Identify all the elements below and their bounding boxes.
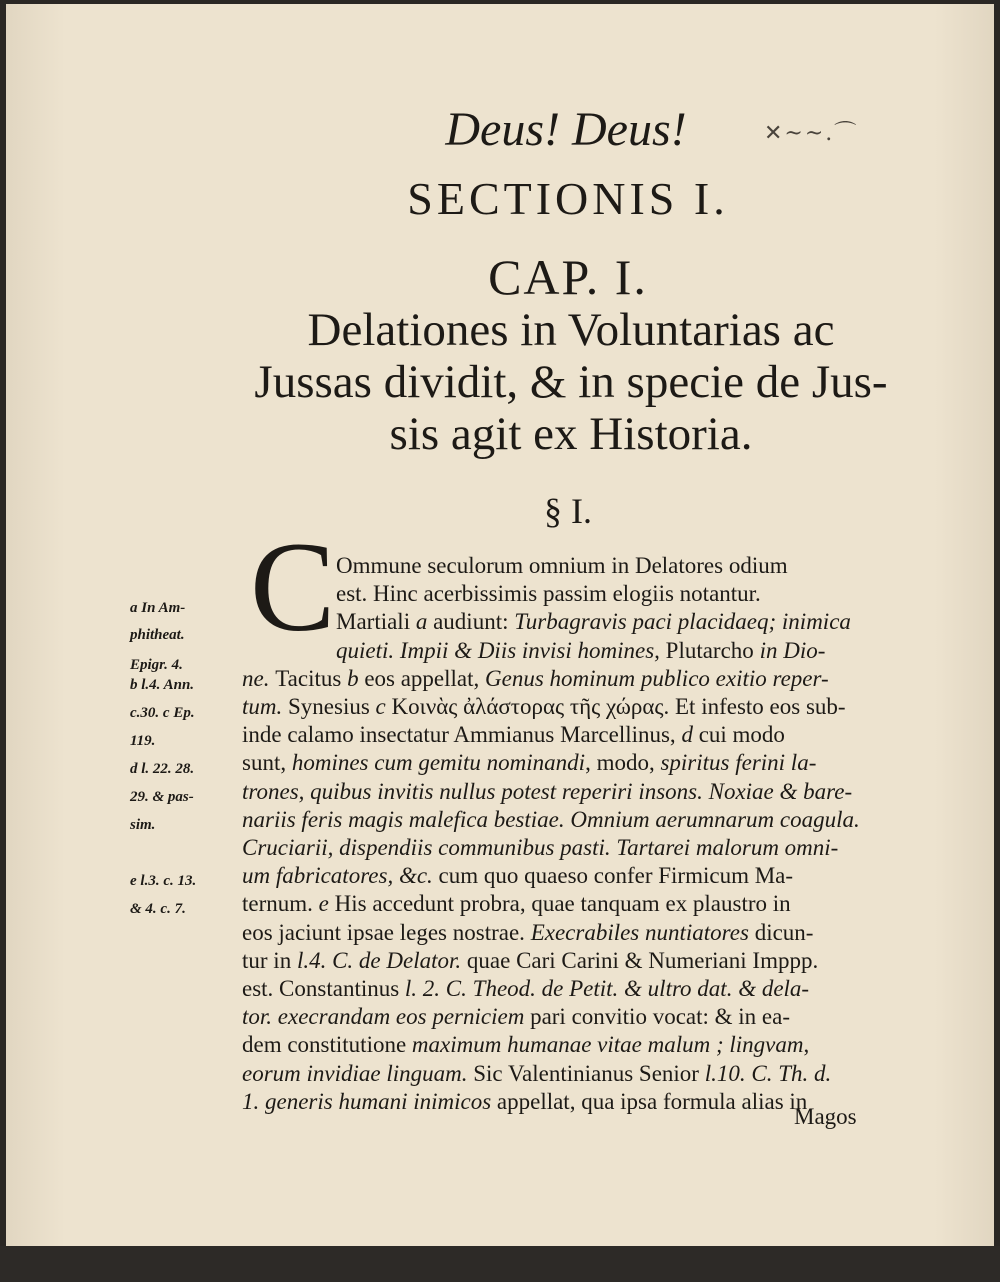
margin-note: & 4. c. 7. (130, 901, 186, 917)
roman-text: Synesius (288, 694, 376, 719)
roman-text: Tacitus (275, 665, 348, 691)
chapter-title (236, 304, 906, 460)
roman-text: appellat, qua ipsa formula alias in (491, 1088, 808, 1114)
roman-text: , modo, (585, 750, 661, 776)
italic-text: Cruciarii, dispendiis communibus pasti. Tartarei malorum omni- (242, 835, 839, 860)
italic-text: nariis feris magis malefica bestiae. Omnium aerumnarum coagula. (242, 806, 860, 832)
italic-text: Execrabiles nuntiatores (530, 919, 749, 945)
margin-note: c.30. c Ep. (130, 705, 195, 721)
margin-note: b l.4. Ann. (130, 677, 195, 693)
roman-text: audiunt: (427, 609, 515, 635)
roman-text: tur in (242, 947, 297, 973)
italic-text: tor. execrandam eos perniciem (242, 1004, 525, 1030)
roman-text: sunt, (242, 750, 292, 776)
italic-text: ne. (242, 665, 276, 691)
body-line (242, 806, 860, 834)
roman-text: Ommune seculorum omnium in Delatores odium (336, 553, 788, 578)
italic-text: trones, quibus invitis nullus potest reperiri insons. Noxiae & bare- (242, 778, 853, 804)
italic-text: l. 2. C. Theod. de Petit. & ultro dat. & dela- (404, 976, 810, 1001)
body-line (242, 890, 791, 918)
italic-text: maximum humanae vitae malum ; lingvam (411, 1032, 804, 1058)
margin-note: e l.3. c. 13. (130, 873, 197, 889)
roman-text: ternum. (242, 891, 319, 917)
body-line (242, 975, 809, 1003)
italic-text: tum. (242, 694, 288, 719)
italic-text: homines cum gemitu nominandi (291, 750, 586, 776)
chapter-title-line: Jussas dividit, & in specie de Jus- (254, 356, 888, 408)
scan-edge (0, 1246, 1000, 1282)
italic-text: b (347, 665, 359, 691)
catchword: Magos (794, 1104, 857, 1129)
body-line (242, 1003, 790, 1031)
body-line (242, 947, 818, 975)
italic-text: e (318, 891, 329, 917)
body-line (242, 665, 829, 693)
body-line (242, 1088, 807, 1116)
body-line (242, 1060, 831, 1088)
italic-text: c (375, 694, 386, 719)
margin-note: 119. (130, 733, 156, 749)
italic-text: um fabricatores, &c. (242, 863, 433, 889)
roman-text: dem constitutione (242, 1032, 412, 1058)
roman-text: est. Constantinus (242, 976, 405, 1001)
roman-text: pari convitio vocat: & in ea- (524, 1004, 791, 1030)
roman-text: quae Cari Carini & Numeriani Imppp. (461, 947, 819, 973)
roman-text: Plutarcho (659, 637, 760, 663)
body-line (242, 919, 813, 947)
italic-text: l.10. C. Th. d. (704, 1060, 832, 1086)
italic-text: Turbagravis paci placidaeq; inimica (514, 609, 851, 635)
section-heading: SECTIONIS I. (407, 173, 729, 224)
chapter-title-line: sis agit ex Historia. (389, 408, 753, 460)
body-line (336, 637, 825, 665)
body-line (242, 1031, 809, 1059)
body-line (242, 862, 793, 890)
margin-note: d l. 22. 28. (130, 761, 195, 777)
margin-note: sim. (130, 817, 156, 833)
invocation-heading: Deus! Deus! (445, 103, 687, 156)
italic-text: Genus hominum publico exitio reper- (485, 665, 829, 691)
roman-text: Κοινὰς ἀλάστορας τῆς χώρας. Et infesto eos sub- (385, 694, 846, 719)
body-line (336, 608, 851, 636)
roman-text: est. Hinc acerbissimis passim elogiis notantur. (336, 581, 761, 607)
body-line (336, 552, 788, 580)
flourish-ornament: ✕~~.⌒ (764, 121, 859, 146)
body-line (242, 749, 816, 777)
italic-text: eorum invidiae linguam. (242, 1060, 468, 1086)
roman-text: cum quo quaeso confer Firmicum Ma- (432, 863, 794, 889)
roman-text: cui modo (692, 722, 785, 748)
roman-text: His accedunt probra, quae tanquam ex plaustro in (328, 891, 791, 917)
body-line (242, 721, 785, 749)
body-line (242, 834, 838, 862)
chapter-heading: CAP. I. (488, 249, 648, 305)
roman-text: inde calamo insectatur Ammianus Marcellinus, (242, 722, 682, 748)
italic-text: d (681, 722, 693, 748)
roman-text: Martiali (336, 609, 416, 635)
italic-text: a (415, 609, 428, 635)
margin-note: 29. & pas- (130, 789, 194, 805)
roman-text: eos appellat, (358, 665, 486, 691)
roman-text: eos jaciunt ipsae leges nostrae. (242, 919, 531, 945)
italic-text: quieti. Impii & Diis invisi homines, (336, 637, 660, 663)
margin-note: phitheat. (130, 627, 185, 643)
italic-text: 1. generis humani inimicos (242, 1088, 492, 1114)
italic-text: l.4. C. de Delator. (296, 947, 462, 973)
roman-text: dicun- (748, 919, 814, 945)
roman-text: Sic Valentinianus Senior (467, 1060, 705, 1086)
body-line (242, 778, 852, 806)
margin-note: Epigr. 4. (130, 657, 183, 673)
body-line (242, 693, 846, 721)
drop-capital: C (250, 516, 336, 658)
chapter-title-line: Delationes in Voluntarias ac (307, 304, 835, 356)
body-line (336, 580, 761, 608)
paragraph-mark: § I. (544, 491, 592, 531)
book-page (6, 4, 994, 1246)
margin-note: a In Am- (130, 600, 186, 616)
italic-text: spiritus ferini la- (660, 750, 817, 776)
roman-text: , (803, 1032, 810, 1058)
italic-text: in Dio- (759, 637, 826, 663)
